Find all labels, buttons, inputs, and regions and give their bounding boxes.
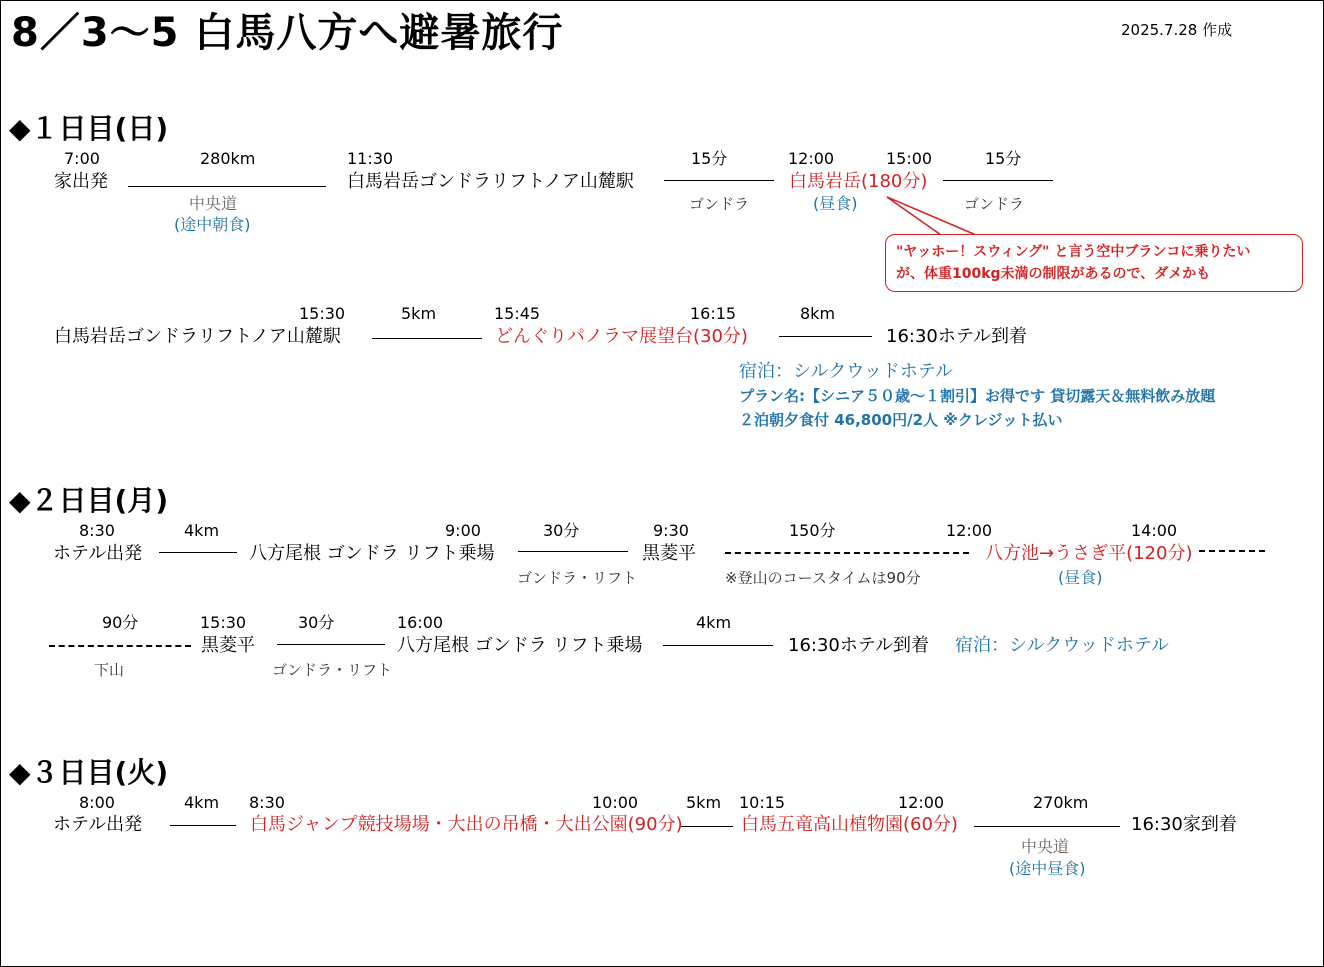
- day3-chuodo: 中央道: [1021, 837, 1070, 856]
- day1-price: ２泊朝夕食付 46,800円/2人 ※クレジット払い: [739, 411, 1063, 429]
- day3-distance-270km: 270km: [1033, 793, 1089, 812]
- day1-15min-a: 15分: [691, 149, 728, 168]
- day1-iwatake-station: 白馬岩岳ゴンドラリフトノア山麓駅: [347, 171, 634, 192]
- day1-time-0700: 7:00: [64, 149, 100, 168]
- route-line: [779, 336, 872, 337]
- day1-gondola-b: ゴンドラ: [964, 195, 1025, 213]
- day1-lunch: (昼食): [813, 194, 858, 213]
- day2-course-note: ※登山のコースタイムは90分: [725, 569, 921, 587]
- day1-iwatake: 白馬岩岳(180分): [789, 171, 928, 192]
- hiking-route-dashed: [49, 645, 191, 647]
- day2-gondola-lift-2: ゴンドラ・リフト: [272, 661, 393, 679]
- day2-150min: 150分: [789, 521, 836, 540]
- day2-happo-ike: 八方池→うさぎ平(120分): [985, 543, 1193, 564]
- day2-hotel-arrive: 16:30ホテル到着: [788, 635, 929, 656]
- callout-line-2: が、体重100kg未満の制限があるので、ダメかも: [896, 266, 1211, 282]
- created-date: 2025.7.28 作成: [1121, 21, 1233, 39]
- day2-happo-lift-2: 八方尾根 ゴンドラ リフト乗場: [397, 635, 643, 656]
- day2-kurobishi: 黒菱平: [642, 543, 696, 564]
- route-line: [372, 338, 482, 339]
- day3-time-1015: 10:15: [739, 793, 786, 812]
- day1-depart-home: 家出発: [54, 171, 108, 192]
- route-line: [681, 826, 733, 827]
- day3-time-1200: 12:00: [898, 793, 945, 812]
- day2-time-1200: 12:00: [946, 521, 993, 540]
- day2-lunch: (昼食): [1058, 568, 1103, 587]
- day1-distance-5km: 5km: [401, 304, 437, 323]
- day1-distance-280km: 280km: [200, 149, 256, 168]
- route-line: [518, 551, 628, 552]
- day1-iwatake-station-2: 白馬岩岳ゴンドラリフトノア山麓駅: [54, 326, 341, 347]
- day2-kurobishi-2: 黒菱平: [201, 635, 255, 656]
- day2-time-1600: 16:00: [397, 613, 444, 632]
- day3-distance-5km: 5km: [686, 793, 722, 812]
- day2-depart-hotel: ホテル出発: [53, 543, 143, 564]
- callout-line-1: "ヤッホー！スウィング" と言う空中ブランコに乗りたい: [896, 244, 1251, 260]
- day3-lunch: (途中昼食): [1009, 859, 1086, 878]
- day1-time-1200: 12:00: [788, 149, 835, 168]
- route-line: [974, 826, 1120, 827]
- day1-time-1530: 15:30: [299, 304, 346, 323]
- day1-chuodo: 中央道: [189, 194, 238, 213]
- day2-descend: 下山: [94, 661, 125, 679]
- day2-time-1530: 15:30: [200, 613, 247, 632]
- day2-stay: 宿泊：シルクウッドホテル: [955, 635, 1169, 656]
- day2-90min: 90分: [102, 613, 139, 632]
- day2-time-0900: 9:00: [445, 521, 481, 540]
- day1-distance-8km: 8km: [800, 304, 836, 323]
- route-line: [277, 644, 385, 645]
- day2-heading: ◆２日目(月): [9, 484, 169, 517]
- day3-home-arrive: 16:30家到着: [1131, 814, 1237, 835]
- page-title: 8／3～5 白馬八方へ避暑旅行: [11, 10, 564, 56]
- day1-gondola-a: ゴンドラ: [689, 195, 750, 213]
- callout-swing-note: [885, 234, 1303, 292]
- day2-time-1400: 14:00: [1131, 521, 1178, 540]
- day2-time-0930: 9:30: [653, 521, 689, 540]
- day1-time-1130: 11:30: [347, 149, 394, 168]
- day3-distance-4km: 4km: [184, 793, 220, 812]
- route-line: [663, 645, 773, 646]
- day2-gondola-lift: ゴンドラ・リフト: [517, 569, 638, 587]
- day1-plan: プラン名:【シニア５０歳～１割引】お得です 貸切露天＆無料飲み放題: [739, 387, 1216, 405]
- day3-time-0800: 8:00: [79, 793, 115, 812]
- day2-30min: 30分: [543, 521, 580, 540]
- day3-heading: ◆３日目(火): [9, 756, 169, 789]
- day2-30min-b: 30分: [298, 613, 335, 632]
- day1-time-1545: 15:45: [494, 304, 541, 323]
- day1-breakfast: (途中朝食): [174, 215, 251, 234]
- day3-goryu: 白馬五竜高山植物園(60分): [741, 814, 958, 835]
- day3-jump: 白馬ジャンプ競技場場・大出の吊橋・大出公園(90分): [250, 814, 683, 835]
- route-line: [159, 552, 237, 553]
- day2-happo-lift: 八方尾根 ゴンドラ リフト乗場: [249, 543, 495, 564]
- day2-time-0830: 8:30: [79, 521, 115, 540]
- day3-time-1000: 10:00: [592, 793, 639, 812]
- day2-distance-4km: 4km: [184, 521, 220, 540]
- route-line: [170, 825, 236, 826]
- day2-distance-4km-b: 4km: [696, 613, 732, 632]
- day3-depart-hotel: ホテル出発: [53, 814, 143, 835]
- day1-stay: 宿泊：シルクウッドホテル: [739, 361, 953, 382]
- day1-hotel-arrive: 16:30ホテル到着: [886, 326, 1027, 347]
- day1-donguri: どんぐりパノラマ展望台(30分): [495, 326, 748, 347]
- day1-time-1500: 15:00: [886, 149, 933, 168]
- hiking-route-dashed: [1199, 550, 1265, 552]
- day3-time-0830: 8:30: [249, 793, 285, 812]
- day1-time-1615: 16:15: [690, 304, 737, 323]
- day1-15min-b: 15分: [985, 149, 1022, 168]
- hiking-route-dashed: [725, 552, 969, 554]
- day1-heading: ◆１日目(日): [9, 112, 169, 145]
